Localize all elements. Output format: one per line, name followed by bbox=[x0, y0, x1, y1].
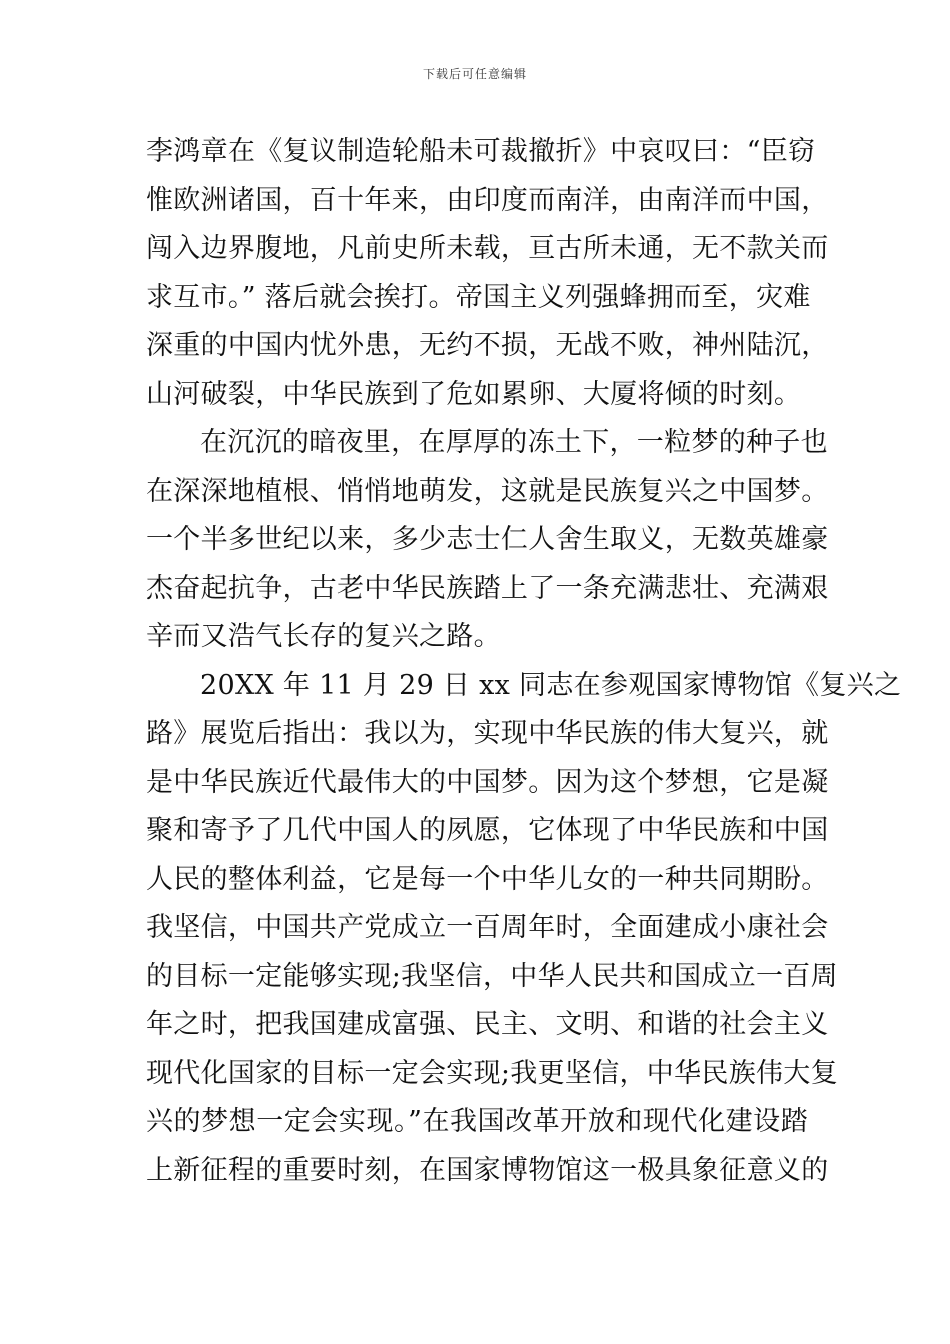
text-line: 聚和寄予了几代中国人的夙愿，它体现了中华民族和中国 bbox=[146, 815, 829, 846]
page-header: 下载后可任意编辑 bbox=[422, 67, 527, 81]
text-line: 人民的整体利益，它是每一个中华儿女的一种共同期盼。 bbox=[146, 863, 829, 895]
text-line: 路》展览后指出：我以为，实现中华民族的伟大复兴，就 bbox=[146, 718, 829, 749]
document-body bbox=[146, 128, 902, 1195]
text-line: 是中华民族近代最伟大的中国梦。因为这个梦想，它是凝 bbox=[146, 766, 829, 798]
text-line: 年之时，把我国建成富强、民主、文明、和谐的社会主义 bbox=[146, 1009, 829, 1040]
paragraph-2 bbox=[146, 419, 829, 662]
text-line: 在沉沉的暗夜里，在厚厚的冻土下，一粒梦的种子也 bbox=[200, 427, 828, 458]
text-line: 上新征程的重要时刻，在国家博物馆这一极具象征意义的 bbox=[146, 1154, 829, 1186]
text-line: 20XX 年 11 月 29 日 xx 同志在参观国家博物馆《复兴之 bbox=[200, 669, 902, 701]
text-line: 杰奋起抗争，古老中华民族踏上了一条充满悲壮、充满艰 bbox=[146, 572, 829, 604]
paragraph-3 bbox=[146, 662, 902, 1196]
text-line: 辛而又浩气长存的复兴之路。 bbox=[146, 621, 501, 652]
paragraph-1 bbox=[146, 128, 829, 419]
text-line: 山河破裂，中华民族到了危如累卵、大厦将倾的时刻。 bbox=[146, 378, 802, 410]
text-line: 的目标一定能够实现;我坚信，中华人民共和国成立一百周 bbox=[146, 960, 838, 992]
text-line: 在深深地植根、悄悄地萌发，这就是民族复兴之中国梦。 bbox=[146, 475, 829, 507]
text-line: 深重的中国内忧外患，无约不损，无战不败，神州陆沉， bbox=[146, 330, 829, 361]
text-line: 求互市。” 落后就会挨打。帝国主义列强蜂拥而至，灾难 bbox=[146, 281, 811, 313]
text-line: 现代化国家的目标一定会实现;我更坚信，中华民族伟大复 bbox=[146, 1057, 838, 1089]
text-line: 一个半多世纪以来，多少志士仁人舍生取义，无数英雄豪 bbox=[146, 524, 829, 555]
text-line: 闯入边界腹地，凡前史所未载，亘古所未通，无不款关而 bbox=[146, 233, 829, 264]
text-line: 李鸿章在《复议制造轮船未可裁撤折》中哀叹曰：“臣窃 bbox=[146, 136, 816, 167]
text-line: 兴的梦想一定会实现。”在我国改革开放和现代化建设踏 bbox=[146, 1106, 808, 1137]
text-line: 我坚信，中国共产党成立一百周年时，全面建成小康社会 bbox=[146, 912, 829, 943]
text-line: 惟欧洲诸国，百十年来，由印度而南洋，由南洋而中国， bbox=[146, 184, 829, 216]
